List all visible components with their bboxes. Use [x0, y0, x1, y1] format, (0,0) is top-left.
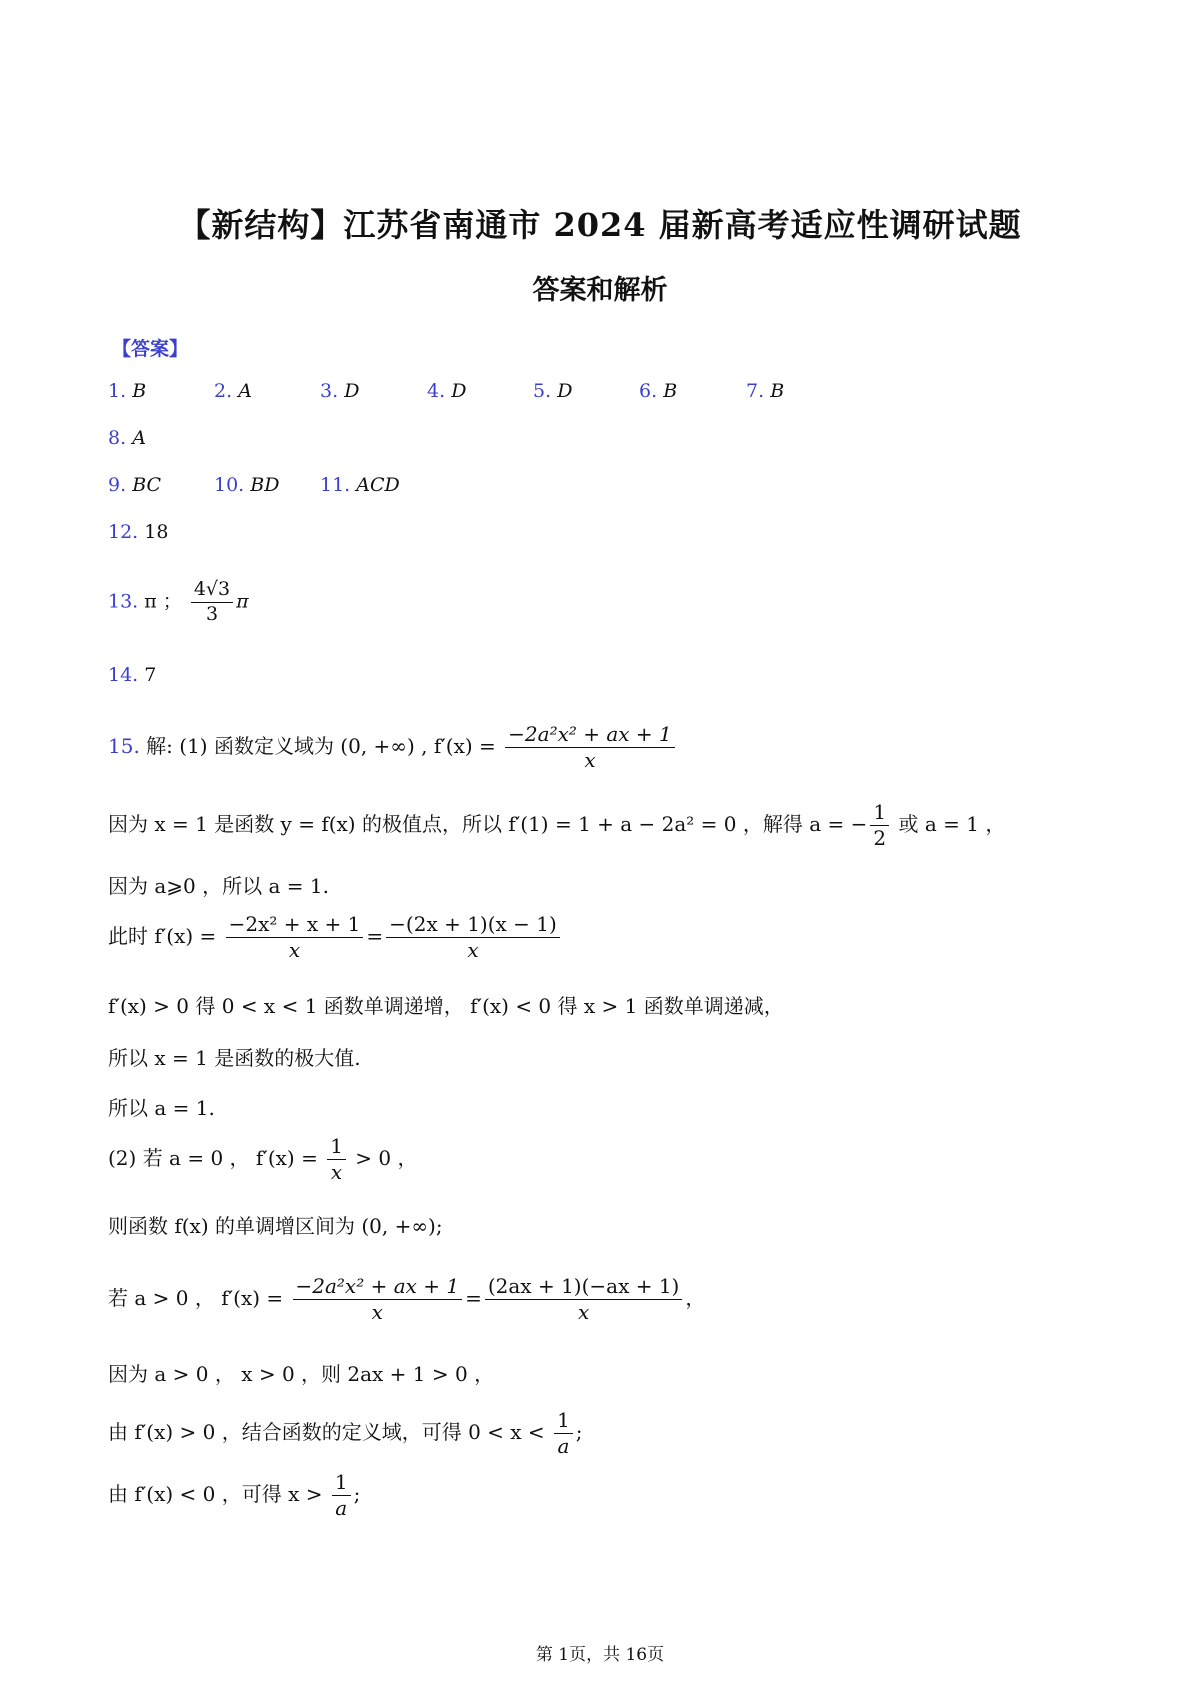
answer-item-11 [320, 474, 400, 496]
fraction-denominator: x [584, 748, 596, 772]
fraction-numerator: 1 [332, 1470, 351, 1496]
fraction [226, 912, 364, 963]
solution-text: ; [575, 1420, 583, 1444]
fraction-numerator: 1 [554, 1408, 573, 1434]
answer-number: 7. [746, 380, 765, 402]
fraction-numerator: 1 [327, 1134, 346, 1160]
answer-heading: 【答案】 [112, 338, 189, 360]
answer-number: 6. [639, 380, 658, 402]
fraction-denominator: a [335, 1496, 348, 1520]
answer-number: 14. [108, 664, 139, 686]
solution-text: 由 f′(x) > 0 ，结合函数的定义域，可得 0 < x < [108, 1420, 545, 1444]
answer-value: D [344, 380, 360, 402]
fraction-denominator: x [330, 1160, 343, 1184]
fraction-numerator: 4√3 [191, 578, 233, 603]
answer-value: π ； [144, 590, 182, 613]
solution-line-23: 则函数 f(x) 的单调增区间为 (0, +∞); [108, 1214, 443, 1238]
answer-number: 10. [214, 474, 245, 496]
answer-item-8 [108, 427, 146, 449]
answer-number: 11. [320, 474, 351, 496]
answer-item-3 [320, 380, 359, 402]
answer-number: 9. [108, 474, 127, 496]
fraction-numerator: −2a²x² + ax + 1 [505, 722, 675, 748]
answer-value: ACD [356, 474, 400, 496]
answer-item-6 [639, 380, 677, 402]
solution-text: ; [353, 1482, 361, 1506]
fraction-numerator: 1 [870, 800, 889, 826]
answer-value: BC [132, 474, 162, 496]
answer-item-13 [108, 578, 249, 627]
answer-number: 3. [320, 380, 339, 402]
question-number: 15. [108, 734, 140, 758]
answer-number: 2. [214, 380, 233, 402]
answer-number: 8. [108, 427, 127, 449]
solution-text: 由 f′(x) < 0 ，可得 x > [108, 1482, 323, 1506]
solution-line-25: 因为 a > 0 ， x > 0 ，则 2ax + 1 > 0 ， [108, 1362, 495, 1386]
answer-item-4 [427, 380, 466, 402]
answer-item-5 [533, 380, 572, 402]
answer-number: 4. [427, 380, 446, 402]
fraction [332, 1470, 351, 1521]
answer-value: BD [250, 474, 280, 496]
answer-value: B [132, 380, 147, 402]
fraction-denominator: a [557, 1434, 570, 1458]
answer-number: 13. [108, 590, 139, 613]
answer-item-14 [108, 664, 156, 686]
solution-line-26 [108, 1408, 583, 1459]
fraction [485, 1274, 683, 1325]
answer-value: 7 [144, 664, 157, 686]
solution-line-21: 所以 a = 1. [108, 1096, 215, 1120]
answer-item-7 [746, 380, 784, 402]
solution-line-15 [108, 722, 678, 773]
solution-text: 此时 f′(x) = [108, 924, 217, 948]
answer-value: B [770, 380, 785, 402]
solution-text: > 0 ， [355, 1146, 418, 1170]
equals-sign: = [366, 924, 384, 948]
solution-line-16 [108, 800, 1005, 851]
answer-value: D [451, 380, 467, 402]
solution-line-27 [108, 1470, 360, 1521]
fraction [870, 800, 889, 851]
fraction [191, 578, 233, 627]
answer-value: A [238, 380, 252, 402]
answer-item-10 [214, 474, 279, 496]
fraction [554, 1408, 573, 1459]
answer-value: 18 [144, 521, 169, 543]
solution-line-24 [108, 1274, 705, 1325]
solution-line-18 [108, 912, 563, 963]
solution-line-20: 所以 x = 1 是函数的极大值. [108, 1046, 361, 1070]
fraction-numerator: −2x² + x + 1 [226, 912, 364, 938]
fraction [293, 1274, 463, 1325]
answer-value: B [663, 380, 678, 402]
fraction [505, 722, 675, 773]
solution-text: (2) 若 a = 0 ， f′(x) = [108, 1146, 318, 1170]
answer-number: 1. [108, 380, 127, 402]
fraction-numerator: −2a²x² + ax + 1 [293, 1274, 463, 1300]
answer-item-1 [108, 380, 146, 402]
solution-line-22 [108, 1134, 417, 1185]
fraction-numerator: (2ax + 1)(−ax + 1) [485, 1274, 683, 1300]
document-title: 【新结构】江苏省南通市 2024 届新高考适应性调研试题 [178, 206, 1022, 244]
fraction-denominator: 2 [873, 826, 887, 850]
document-subtitle: 答案和解析 [532, 275, 668, 306]
answer-number: 5. [533, 380, 552, 402]
answer-value: A [132, 427, 146, 449]
fraction [327, 1134, 346, 1185]
solution-text: ， [685, 1286, 706, 1310]
fraction-denominator: x [371, 1300, 383, 1324]
answer-item-12 [108, 521, 168, 543]
solution-text: 因为 x = 1 是函数 y = f(x) 的极值点，所以 f′(1) = 1 + a − 2a² = 0 ，解得 a = − [108, 812, 868, 836]
fraction-denominator: x [288, 938, 301, 962]
fraction-denominator: x [467, 938, 479, 962]
answer-item-9 [108, 474, 161, 496]
page-footer: 第 1页，共 16页 [535, 1645, 665, 1665]
answer-value-tail: π [236, 590, 249, 613]
solution-text: 或 a = 1 ， [892, 812, 1006, 836]
solution-line-19: f′(x) > 0 得 0 < x < 1 函数单调递增， f′(x) < 0 得 x > 1 函数单调递减， [108, 994, 784, 1018]
answer-value: D [557, 380, 573, 402]
fraction-denominator: x [577, 1300, 590, 1324]
fraction [386, 912, 560, 963]
answer-item-2 [214, 380, 252, 402]
equals-sign: = [465, 1286, 482, 1310]
answer-number: 12. [108, 521, 139, 543]
fraction-denominator: 3 [205, 602, 219, 625]
solution-text: 解: (1) 函数定义域为 (0, +∞) , f′(x) = [139, 734, 496, 758]
solution-text: 若 a > 0 ， f′(x) = [108, 1286, 284, 1310]
fraction-numerator: −(2x + 1)(x − 1) [386, 912, 560, 938]
solution-line-17: 因为 a⩾0 ，所以 a = 1. [108, 874, 329, 898]
